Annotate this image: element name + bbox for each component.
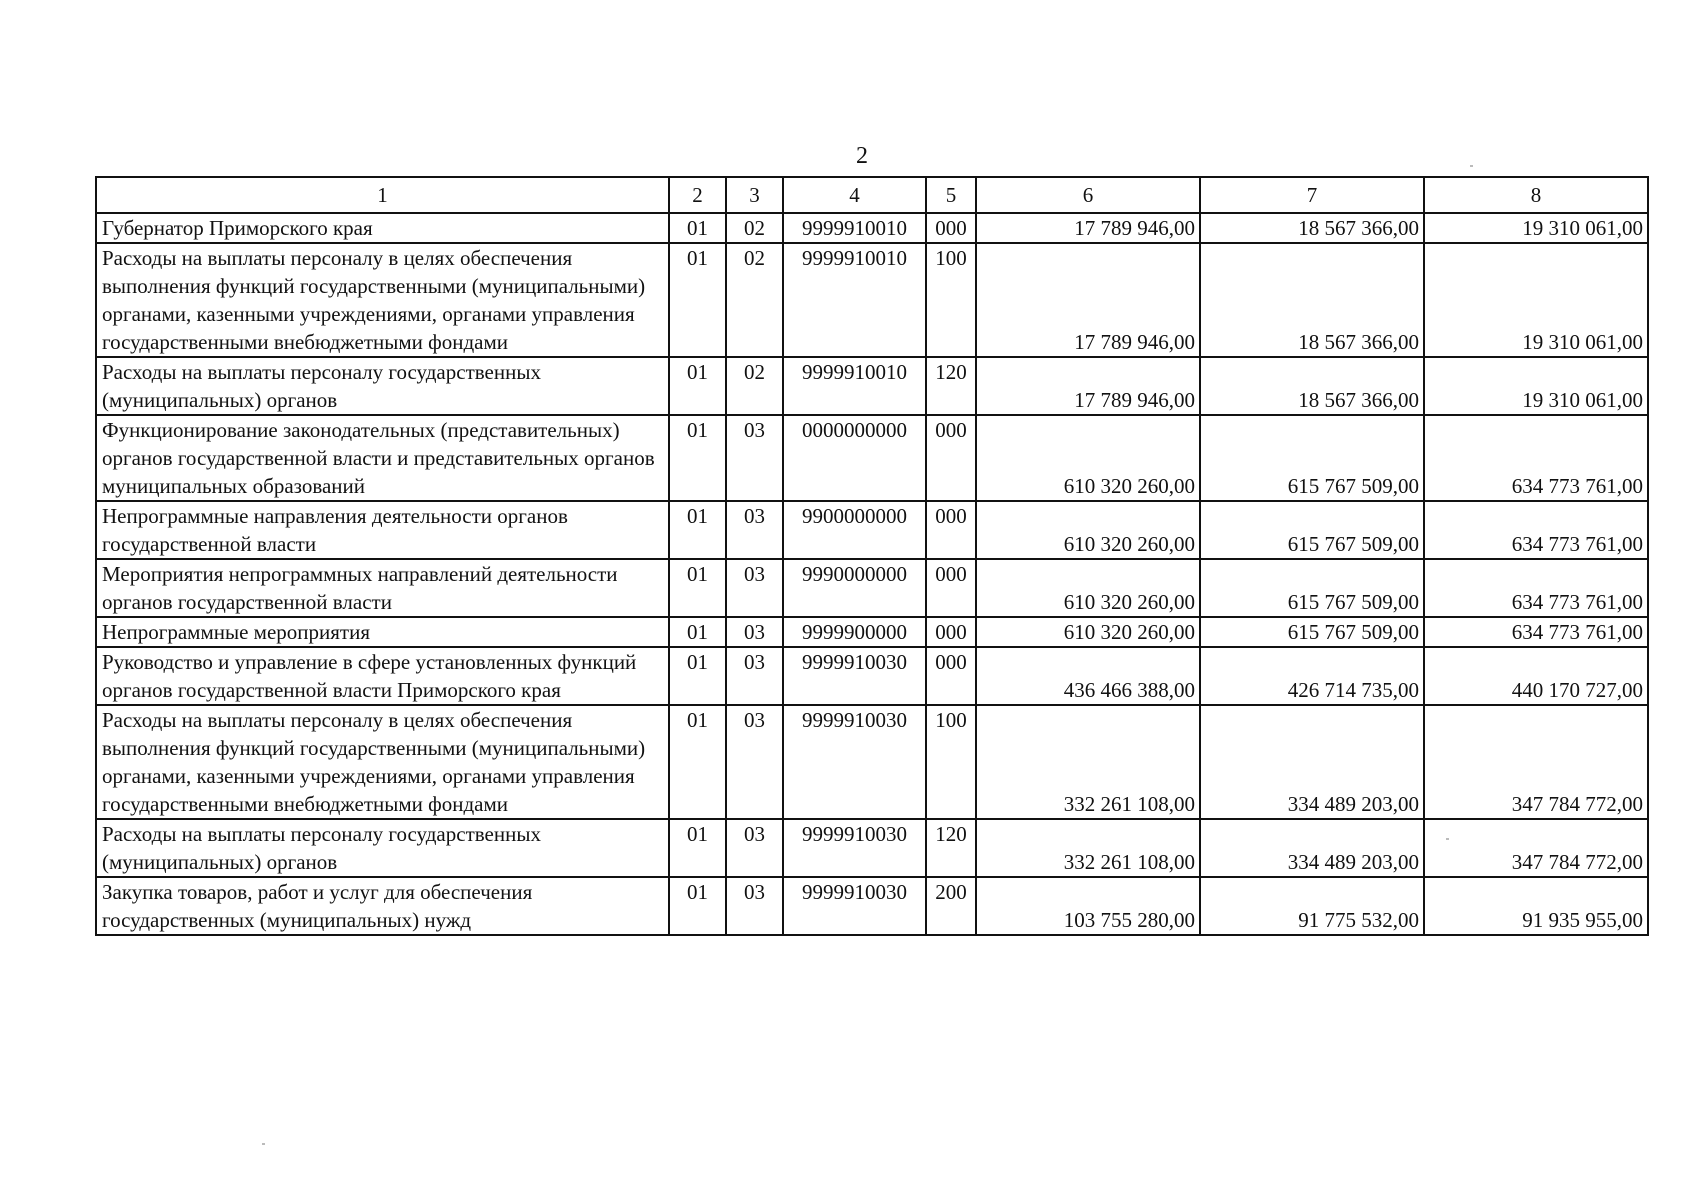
amount-col6-cell: 17 789 946,00 xyxy=(976,243,1200,357)
subsection-code-cell: 02 xyxy=(726,243,783,357)
row-name-cell: Функционирование законодательных (представительных) органов государственной власти и представительных органов муниципальных образований xyxy=(96,415,669,501)
header-row xyxy=(96,177,1648,213)
expense-type-cell: 000 xyxy=(926,501,976,559)
section-code-cell: 01 xyxy=(669,243,726,357)
amount-col6-cell: 610 320 260,00 xyxy=(976,617,1200,647)
amount-col7-cell: 334 489 203,00 xyxy=(1200,819,1424,877)
target-article-cell: 9990000000 xyxy=(783,559,926,617)
subsection-code-cell: 03 xyxy=(726,501,783,559)
subsection-code-cell: 03 xyxy=(726,617,783,647)
table-row xyxy=(96,243,1648,357)
expense-type-cell: 120 xyxy=(926,357,976,415)
scan-speck xyxy=(1446,838,1449,840)
amount-col7-cell: 18 567 366,00 xyxy=(1200,243,1424,357)
amount-col7-cell: 615 767 509,00 xyxy=(1200,415,1424,501)
amount-col6-cell: 610 320 260,00 xyxy=(976,559,1200,617)
subsection-code-cell: 03 xyxy=(726,705,783,819)
amount-col7-cell: 91 775 532,00 xyxy=(1200,877,1424,935)
amount-col6-cell: 332 261 108,00 xyxy=(976,819,1200,877)
subsection-code-cell: 03 xyxy=(726,559,783,617)
target-article-cell: 9999910010 xyxy=(783,213,926,243)
section-code-cell: 01 xyxy=(669,213,726,243)
amount-col6-cell: 332 261 108,00 xyxy=(976,705,1200,819)
section-code-cell: 01 xyxy=(669,559,726,617)
amount-col8-cell: 634 773 761,00 xyxy=(1424,415,1648,501)
amount-col6-cell: 103 755 280,00 xyxy=(976,877,1200,935)
expense-type-cell: 100 xyxy=(926,243,976,357)
amount-col8-cell: 634 773 761,00 xyxy=(1424,617,1648,647)
amount-col7-cell: 334 489 203,00 xyxy=(1200,705,1424,819)
amount-col6-cell: 436 466 388,00 xyxy=(976,647,1200,705)
section-code-cell: 01 xyxy=(669,819,726,877)
row-name-cell: Расходы на выплаты персоналу государственных (муниципальных) органов xyxy=(96,357,669,415)
target-article-cell: 9999910010 xyxy=(783,243,926,357)
table-row xyxy=(96,877,1648,935)
row-name-cell: Расходы на выплаты персоналу в целях обеспечения выполнения функций государственными (муниципальными) органами, казенными учреждениями, органами управления государственными внебюджетными фондами xyxy=(96,705,669,819)
amount-col8-cell: 440 170 727,00 xyxy=(1424,647,1648,705)
section-code-cell: 01 xyxy=(669,705,726,819)
amount-col8-cell: 19 310 061,00 xyxy=(1424,357,1648,415)
table-row xyxy=(96,819,1648,877)
row-name-cell: Руководство и управление в сфере установленных функций органов государственной власти Приморского края xyxy=(96,647,669,705)
expense-type-cell: 120 xyxy=(926,819,976,877)
expense-type-cell: 100 xyxy=(926,705,976,819)
section-code-cell: 01 xyxy=(669,877,726,935)
table-row xyxy=(96,559,1648,617)
table-body xyxy=(96,177,1648,935)
row-name-cell: Расходы на выплаты персоналу в целях обеспечения выполнения функций государственными (муниципальными) органами, казенными учреждениями, органами управления государственными внебюджетными фондами xyxy=(96,243,669,357)
expense-type-cell: 000 xyxy=(926,617,976,647)
budget-table xyxy=(95,176,1649,936)
page-number: 2 xyxy=(856,143,868,169)
header-cell: 8 xyxy=(1424,177,1648,213)
table-row xyxy=(96,705,1648,819)
expense-type-cell: 000 xyxy=(926,415,976,501)
section-code-cell: 01 xyxy=(669,501,726,559)
header-cell: 3 xyxy=(726,177,783,213)
header-cell: 7 xyxy=(1200,177,1424,213)
table-row xyxy=(96,357,1648,415)
amount-col8-cell: 19 310 061,00 xyxy=(1424,243,1648,357)
amount-col8-cell: 634 773 761,00 xyxy=(1424,559,1648,617)
amount-col7-cell: 615 767 509,00 xyxy=(1200,501,1424,559)
table-row xyxy=(96,647,1648,705)
amount-col8-cell: 347 784 772,00 xyxy=(1424,819,1648,877)
header-cell: 6 xyxy=(976,177,1200,213)
subsection-code-cell: 03 xyxy=(726,647,783,705)
section-code-cell: 01 xyxy=(669,647,726,705)
expense-type-cell: 200 xyxy=(926,877,976,935)
scan-speck xyxy=(262,1143,265,1145)
target-article-cell: 9999910010 xyxy=(783,357,926,415)
amount-col7-cell: 18 567 366,00 xyxy=(1200,213,1424,243)
target-article-cell: 9999910030 xyxy=(783,877,926,935)
table-row xyxy=(96,415,1648,501)
expense-type-cell: 000 xyxy=(926,559,976,617)
row-name-cell: Закупка товаров, работ и услуг для обеспечения государственных (муниципальных) нужд xyxy=(96,877,669,935)
amount-col8-cell: 91 935 955,00 xyxy=(1424,877,1648,935)
section-code-cell: 01 xyxy=(669,415,726,501)
amount-col6-cell: 610 320 260,00 xyxy=(976,501,1200,559)
target-article-cell: 9999910030 xyxy=(783,647,926,705)
subsection-code-cell: 03 xyxy=(726,877,783,935)
amount-col7-cell: 615 767 509,00 xyxy=(1200,559,1424,617)
header-cell: 1 xyxy=(96,177,669,213)
row-name-cell: Губернатор Приморского края xyxy=(96,213,669,243)
subsection-code-cell: 03 xyxy=(726,415,783,501)
amount-col8-cell: 634 773 761,00 xyxy=(1424,501,1648,559)
amount-col6-cell: 17 789 946,00 xyxy=(976,357,1200,415)
amount-col8-cell: 19 310 061,00 xyxy=(1424,213,1648,243)
target-article-cell: 0000000000 xyxy=(783,415,926,501)
amount-col7-cell: 18 567 366,00 xyxy=(1200,357,1424,415)
amount-col6-cell: 610 320 260,00 xyxy=(976,415,1200,501)
target-article-cell: 9999910030 xyxy=(783,819,926,877)
target-article-cell: 9999910030 xyxy=(783,705,926,819)
subsection-code-cell: 02 xyxy=(726,357,783,415)
amount-col7-cell: 426 714 735,00 xyxy=(1200,647,1424,705)
row-name-cell: Мероприятия непрограммных направлений деятельности органов государственной власти xyxy=(96,559,669,617)
amount-col8-cell: 347 784 772,00 xyxy=(1424,705,1648,819)
row-name-cell: Непрограммные мероприятия xyxy=(96,617,669,647)
table-row xyxy=(96,501,1648,559)
expense-type-cell: 000 xyxy=(926,213,976,243)
target-article-cell: 9900000000 xyxy=(783,501,926,559)
section-code-cell: 01 xyxy=(669,617,726,647)
subsection-code-cell: 02 xyxy=(726,213,783,243)
row-name-cell: Непрограммные направления деятельности органов государственной власти xyxy=(96,501,669,559)
header-cell: 2 xyxy=(669,177,726,213)
header-cell: 5 xyxy=(926,177,976,213)
subsection-code-cell: 03 xyxy=(726,819,783,877)
table-row xyxy=(96,617,1648,647)
expense-type-cell: 000 xyxy=(926,647,976,705)
amount-col6-cell: 17 789 946,00 xyxy=(976,213,1200,243)
target-article-cell: 9999900000 xyxy=(783,617,926,647)
header-cell: 4 xyxy=(783,177,926,213)
section-code-cell: 01 xyxy=(669,357,726,415)
amount-col7-cell: 615 767 509,00 xyxy=(1200,617,1424,647)
scan-speck xyxy=(1470,165,1473,167)
table-row xyxy=(96,213,1648,243)
row-name-cell: Расходы на выплаты персоналу государственных (муниципальных) органов xyxy=(96,819,669,877)
